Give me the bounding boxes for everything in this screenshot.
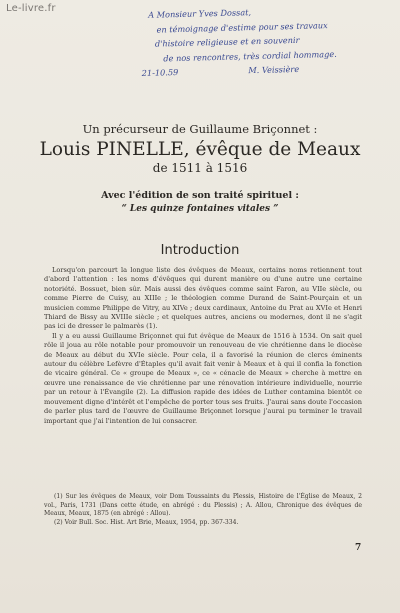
pretitle: Un précurseur de Guillaume Briçonnet : [82,122,318,136]
page-number: 7 [355,543,362,553]
footnote: (1) Sur les évêques de Meaux, voir Dom Toussaints du Plessis, Histoire de l'Église de Meaux, 2 vol., Paris, 1731 (Dans cette étude, en abrégé : du Plessis) ; A. Allou, Chronique des évêques de Meaux, Meaux, 1875 (en abrégé : Allou). [44,493,362,518]
title-dates: de 1511 à 1516 [152,161,248,175]
dedication-line: en témoignage d'estime pour ses travaux [156,19,328,35]
footnote: (2) Voir Bull. Soc. Hist. Art Brie, Meaux, 1954, pp. 367-334. [54,518,239,526]
dedication-date: 21-10.59 [141,67,179,78]
handwritten-dedication [140,1,394,80]
footnotes [44,493,362,527]
dedication-signature: M. Veissière [248,63,300,76]
body-text [44,266,362,426]
subtitle-quote: “ Les quinze fontaines vitales ” [121,204,279,214]
watermark: Le-livre.fr [6,3,56,14]
section-heading: Introduction [160,243,240,258]
main-title: Louis PINELLE, évêque de Meaux [39,139,361,160]
paragraph: Lorsqu'on parcourt la longue liste des évêques de Meaux, certains noms retiennent tout d'abord l'attention : les noms d'évêques qui durent manière ou d'une autre une certaine notoriété. Bossuet, bien sûr. Mais aussi des évêques comme saint Faron, au VIIe siècle, ou comme Pierre de Cuisy, au XIIIe ; le théologien comme Durand de Saint-Pourçain et un musicien comme Philippe de Vitry, au XIVe ; deux cardinaux, Antoine du Prat au XVIe et Henri Thiard de Bissy au XVIIIe siècle ; et quelques autres, anciens ou modernes, dont il ne s'agit pas ici de dresser le palmarès (1). [44,266,362,331]
dedication-line: A Monsieur Yves Dossat, [148,7,252,20]
dedication-line: d'histoire religieuse et en souvenir [154,34,300,49]
dedication-line: de nos rencontres, très cordial hommage. [163,48,337,63]
subtitle: Avec l'édition de son traité spirituel : [101,190,299,201]
paragraph: Il y a eu aussi Guillaume Briçonnet qui fut évêque de Meaux de 1516 à 1534. On sait quel rôle il joua au rôle notable pour promouvoir un renouveau de vie chrétienne dans le diocèse de Meaux au début du XVIe siècle. Pour cela, il a favorisé la réunion de clercs éminents autour du célèbre Lefèvre d'Étaples qu'il avait fait venir à Meaux et à qui il confia la fonction de vicaire général. Ce « groupe de Meaux », ce « cénacle de Meaux » cherche à mettre en œuvre une renaissance de vie chrétienne par une rénovation intérieure individuelle, nourrie par un retour à l'Évangile (2). La diffusion rapide des idées de Luther contamina bientôt ce mouvement digne d'intérêt et l'empêche de porter tous ses fruits. J'aurai sans doute l'occasion de parler plus tard de l'œuvre de Guillaume Briçonnet lorsque j'aurai pu terminer le travail important que j'ai l'intention de lui consacrer. [44,331,362,425]
